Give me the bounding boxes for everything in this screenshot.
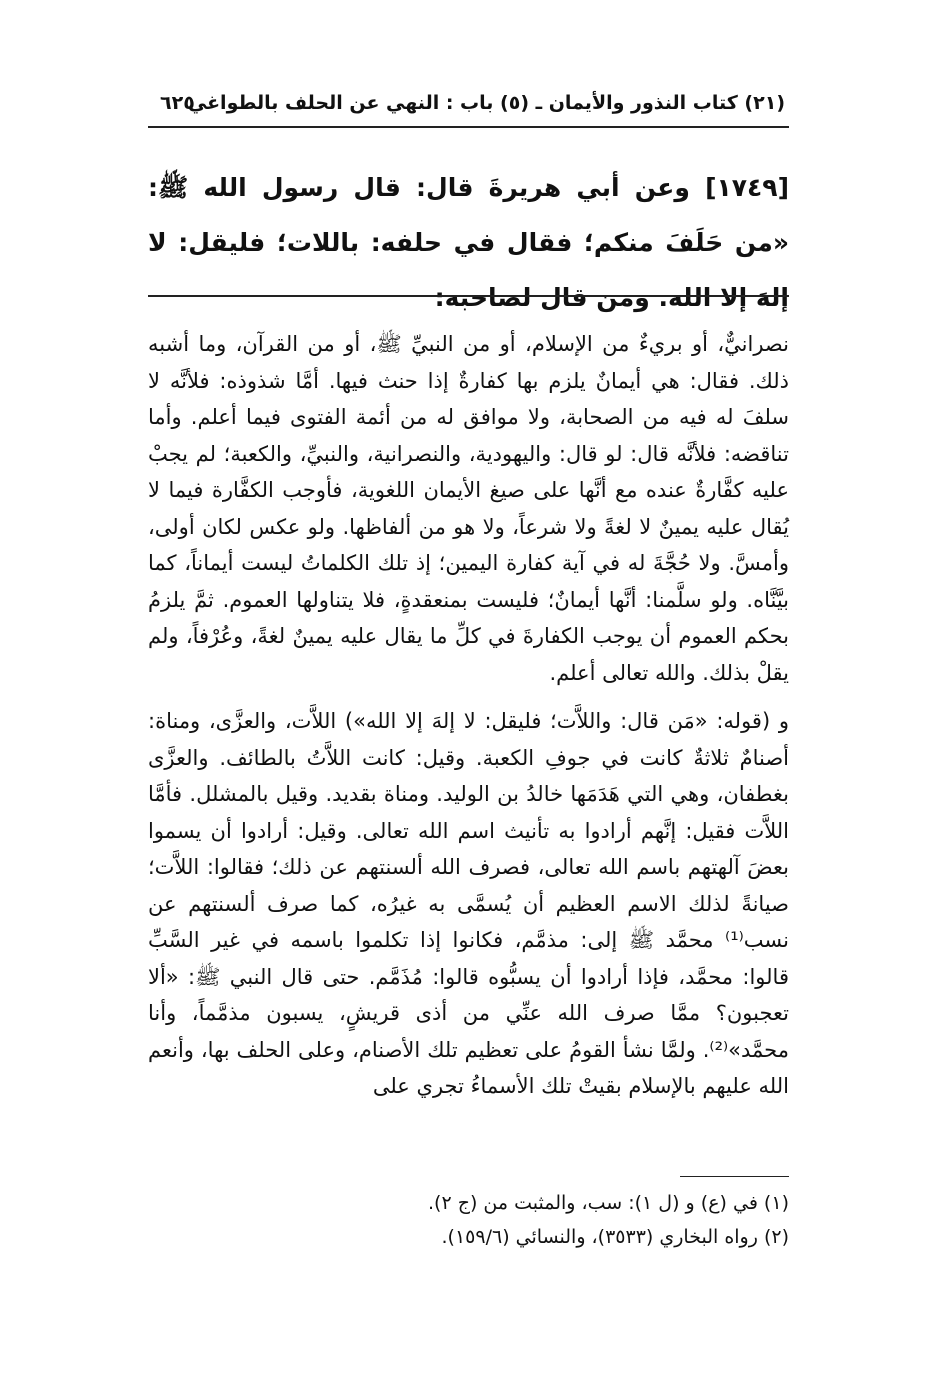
footnotes	[148, 1186, 789, 1254]
commentary-paragraph: نصرانيٌّ، أو بريءٌ من الإسلام، أو من النبيِّ ﷺ، أو من القرآن، وما أشبه ذلك. فقال: هي أيمانٌ يلزم بها كفارةٌ إذا حنث فيها. أمَّا شذوذه: فلأنَّه لا سلفَ له فيه من الصحابة، ولا موافق له من أئمة الفتوى فيما أعلم. وأما تناقضه: فلأنَّه قال: لو قال: واليهودية، والنصرانية، والنبيِّ، والكعبة؛ لم يجبْ عليه كفَّارةٌ عنده مع أنَّها على صيغ الأيمان اللغوية، فأوجب الكفَّارة فيما لا يُقال عليه يمينٌ لا لغةً ولا شرعاً، ولا هو من ألفاظها. ولو عكس لكان أولى، وأمسَّ. ولا حُجَّةَ له في آية كفارة اليمين؛ إذ تلك الكلماتُ ليست أيماناً، كما بيَّنَّاه. ولو سلَّمنا: أنَّها أيمانٌ؛ فليست بمنعقدةٍ، فلا يتناولها العموم. ثمَّ يلزمُ بحكم العموم أن يوجب الكفارةَ في كلِّ ما يقال عليه يمينٌ لغةً، وعُرْفاً، ولم يقلْ بذلك. والله تعالى أعلم.	[148, 332, 789, 685]
commentary-paragraph: و (قوله: «مَن قال: واللاَّت؛ فليقل: لا إلهَ إلا الله») اللاَّت، والعزَّى، ومناة: أصنامٌ ثلاثةٌ كانت في جوفِ الكعبة. وقيل: كانت اللاَّتُ بالطائف. والعزَّى بغطفان، وهي التي هَدَمَها خالدُ بن الوليد. ومناة بقديد. وقيل بالمشلل. فأمَّا اللاَّت فقيل: إنَّهم أرادوا به تأنيث اسم الله تعالى. وقيل: أرادوا أن يسموا بعضَ آلهتهم باسم الله تعالى، فصرف الله ألسنتهم عن ذلك؛ فقالوا: اللاَّت؛ صيانةً لذلك الاسم العظيم أن يُسمَّى به غيرُه، كما صرف ألسنتهم عن نسب⁽¹⁾ محمَّد ﷺ إلى: مذمَّم، فكانوا إذا تكلموا باسمه في غير السَّبِّ قالوا: محمَّد، فإذا أرادوا أن يسبُّوه قالوا: مُذَمَّم. حتى قال النبي ﷺ: «ألا تعجبون؟ ممَّا صرف الله عنِّي من أذى قريشٍ، يسبون مذمَّماً، وأنا محمَّد»⁽²⁾. ولمَّا نشأ القومُ على تعظيم تلك الأصنام، وعلى الحلف بها، وأنعم الله عليهم بالإسلام بقيتْ تلك الأسماءُ تجري على	[148, 709, 789, 1098]
commentary	[148, 326, 789, 1105]
footnote-rule	[680, 1176, 789, 1177]
footnote: (١) في (ع) و (ل ١): سب، والمثبت من (ج ٢).	[427, 1192, 789, 1214]
footnote: (٢) رواه البخاري (٣٥٣٣)، والنسائي (١٥٩/٦).	[441, 1226, 789, 1248]
page-number: ٦٢٥	[160, 92, 195, 114]
running-title: (٢١) كتاب النذور والأيمان ـ (٥) باب : النهي عن الحلف بالطواغي	[187, 92, 785, 114]
header-rule	[148, 126, 789, 128]
hadith-separator	[148, 295, 789, 297]
hadith-text: [١٧٤٩] وعن أبي هريرةَ قال: قال رسول الله ﷺ: «من حَلَفَ منكم؛ فقال في حلفه: باللات؛ فليقل: لا إلهَ إلا الله. ومن قال لصاحبه:	[148, 173, 789, 312]
